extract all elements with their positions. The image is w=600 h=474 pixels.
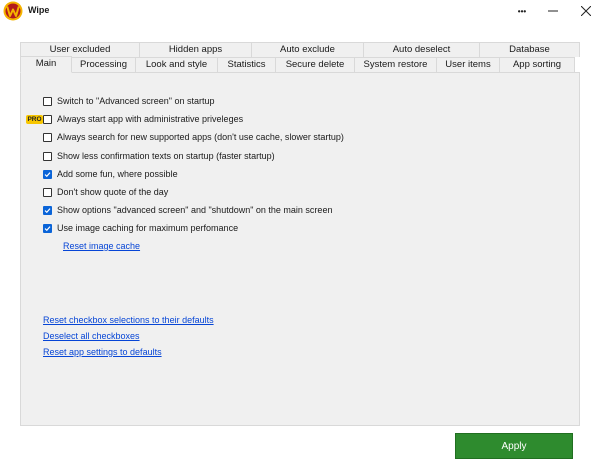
tab-look-and-style[interactable]: Look and style [135,57,218,72]
reset-image-cache-link[interactable]: Reset image cache [63,241,141,251]
title-bar [0,0,600,22]
minimize-button[interactable] [537,0,569,22]
option-no-quote[interactable] [43,186,168,198]
option-label: Use image caching for maximum perfomance [57,223,239,233]
app-title: Wipe [28,5,50,15]
tab-database[interactable]: Database [479,42,580,57]
checkmark-icon [44,207,51,214]
option-label: Show options "advanced screen" and "shutdown" on the main screen [57,205,333,215]
close-icon [581,6,591,16]
option-search-new-apps[interactable] [43,131,344,143]
checkbox[interactable] [43,115,52,124]
wipe-logo-icon [3,1,23,21]
option-admin-privileges[interactable] [43,113,243,125]
more-options-button[interactable] [506,0,538,22]
tab-system-restore[interactable]: System restore [354,57,437,72]
option-label: Always start app with administrative priveleges [57,114,244,124]
tab-hidden-apps[interactable]: Hidden apps [139,42,252,57]
checkmark-icon [44,225,51,232]
tab-auto-exclude[interactable]: Auto exclude [251,42,364,57]
reset-settings-link[interactable]: Reset app settings to defaults [43,347,162,357]
option-label: Don't show quote of the day [57,187,169,197]
tab-user-items[interactable]: User items [436,57,500,72]
tab-row-top [20,42,579,57]
option-add-fun[interactable] [43,168,178,180]
tab-processing[interactable]: Processing [71,57,136,72]
option-label: Add some fun, where possible [57,169,178,179]
tab-user-excluded[interactable]: User excluded [20,42,140,57]
tab-statistics[interactable]: Statistics [217,57,276,72]
option-less-confirmation[interactable] [43,150,275,162]
checkbox[interactable] [43,152,52,161]
tab-auto-deselect[interactable]: Auto deselect [363,42,480,57]
tab-row-bottom [20,57,574,73]
checkbox[interactable] [43,97,52,106]
close-button[interactable] [570,0,600,22]
option-label: Show less confirmation texts on startup (faster startup) [57,151,275,161]
option-image-caching[interactable] [43,222,238,234]
minimize-icon [548,6,558,16]
apply-button[interactable]: Apply [455,433,573,459]
pro-badge: PRO [27,116,42,123]
tab-main[interactable]: Main [20,56,72,73]
deselect-all-link[interactable]: Deselect all checkboxes [43,331,140,341]
checkbox[interactable] [43,224,52,233]
option-label: Switch to "Advanced screen" on startup [57,96,215,106]
tab-app-sorting[interactable]: App sorting [499,57,575,72]
option-label: Always search for new supported apps (don't use cache, slower startup) [57,132,344,142]
option-advanced-screen-startup[interactable] [43,95,214,107]
more-horizontal-icon: ••• [517,6,527,16]
main-settings-panel [20,72,580,426]
option-show-advanced-shutdown[interactable] [43,204,332,216]
checkmark-icon [44,171,51,178]
checkbox[interactable] [43,170,52,179]
checkbox[interactable] [43,188,52,197]
checkbox[interactable] [43,133,52,142]
tab-secure-delete[interactable]: Secure delete [275,57,355,72]
reset-checkboxes-link[interactable]: Reset checkbox selections to their defaults [43,315,214,325]
checkbox[interactable] [43,206,52,215]
